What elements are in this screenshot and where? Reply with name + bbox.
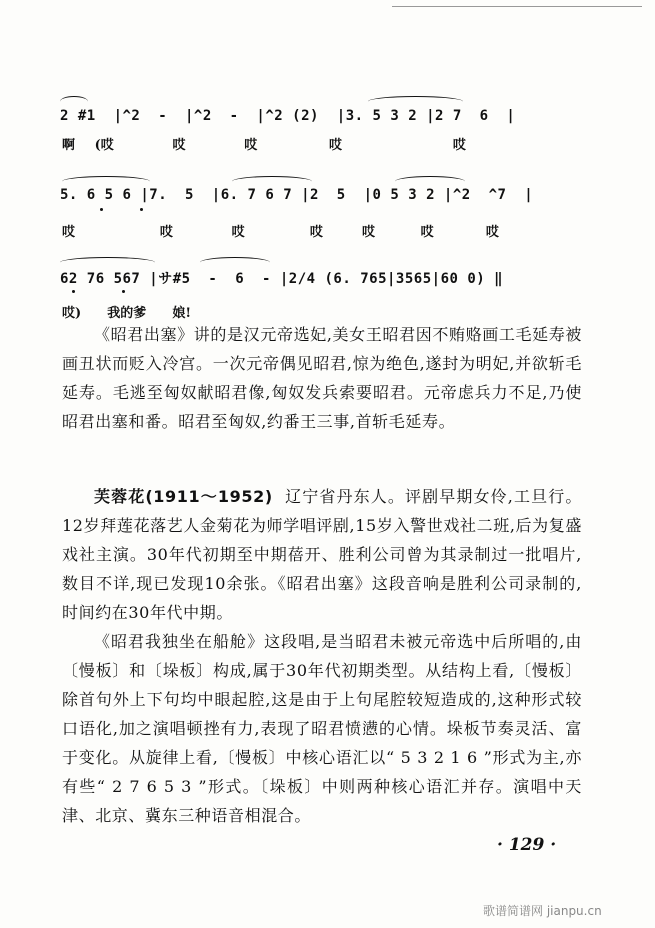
score-row-1: 2 #1 |^2 - |^2 - |^2 (2) |3. 5 3 2 |2 7 6 | — [60, 108, 516, 124]
paragraph-biography — [62, 482, 582, 627]
slur — [368, 96, 463, 107]
slur — [200, 257, 270, 268]
lyric-row-1: 啊 (哎 哎 哎 哎 哎 — [62, 138, 466, 153]
performer-years: (1911～1952) — [145, 487, 273, 506]
slur — [62, 176, 150, 187]
lyric-row-3: 哎) 我的爹 娘! — [62, 306, 192, 321]
slur — [60, 96, 88, 107]
performer-name: 芙蓉花 — [94, 487, 146, 506]
watermark: 歌谱简谱网 jianpu.cn — [483, 904, 602, 918]
slur — [395, 176, 465, 187]
slur — [232, 176, 312, 187]
note-dot — [122, 290, 125, 293]
note-dot — [72, 290, 75, 293]
biography-text: 辽宁省丹东人。评剧早期女伶,工旦行。12岁拜莲花落艺人金菊花为师学唱评剧,15岁入警世戏社二班,后为复盛戏社主演。30年代初期至中期蓓开、胜利公司曾为其录制过一批唱片,数目不详,现已发现10余张。《昭君出塞》这段音响是胜利公司录制的,时间约在30年代中期。 — [62, 487, 583, 622]
lyric-row-2: 哎 哎 哎 哎 哎 哎 哎 — [62, 225, 499, 240]
note-dot — [100, 208, 103, 211]
paragraph-analysis: 《昭君我独坐在船舱》这段唱,是当昭君未被元帝选中后所唱的,由〔慢板〕和〔垛板〕构成,属于30年代初期类型。从结构上看,〔慢板〕除首句外上下句均中眼起腔,这是由于上句尾腔较短造成的,这种形式较口语化,加之演唱顿挫有力,表现了昭君愤懑的心情。垛板节奏灵活、富于变化。从旋律上看,〔慢板〕中核心语汇以“ 5 3 2 1 6 ”形式为主,亦有些“ 2 7 6 5 3 ”形式。〔垛板〕中则两种核心语汇并存。演唱中天津、北京、冀东三种语音相混合。 — [62, 632, 582, 825]
slur — [60, 257, 155, 268]
page-number: · 129 · — [497, 835, 557, 855]
note-dot — [140, 208, 143, 211]
score-row-2: 5. 6 5 6 |7. 5 |6. 7 6 7 |2 5 |0 5 3 2 |^2 ^7 | — [60, 187, 534, 203]
top-rule — [392, 6, 642, 7]
paragraph-story: 《昭君出塞》讲的是汉元帝选妃,美女王昭君因不贿赂画工毛延寿被画丑状而贬入冷宫。一次元帝偶见昭君,惊为绝色,遂封为明妃,并欲斩毛延寿。毛逃至匈奴献昭君像,匈奴发兵索要昭君。元帝虑兵力不足,乃使昭君出塞和番。昭君至匈奴,约番王三事,首斩毛延寿。 — [62, 325, 582, 431]
score-row-3: 62 76 567 |サ#5 - 6 - |2/4 (6. 765|3565|60 0) ‖ — [60, 271, 504, 287]
